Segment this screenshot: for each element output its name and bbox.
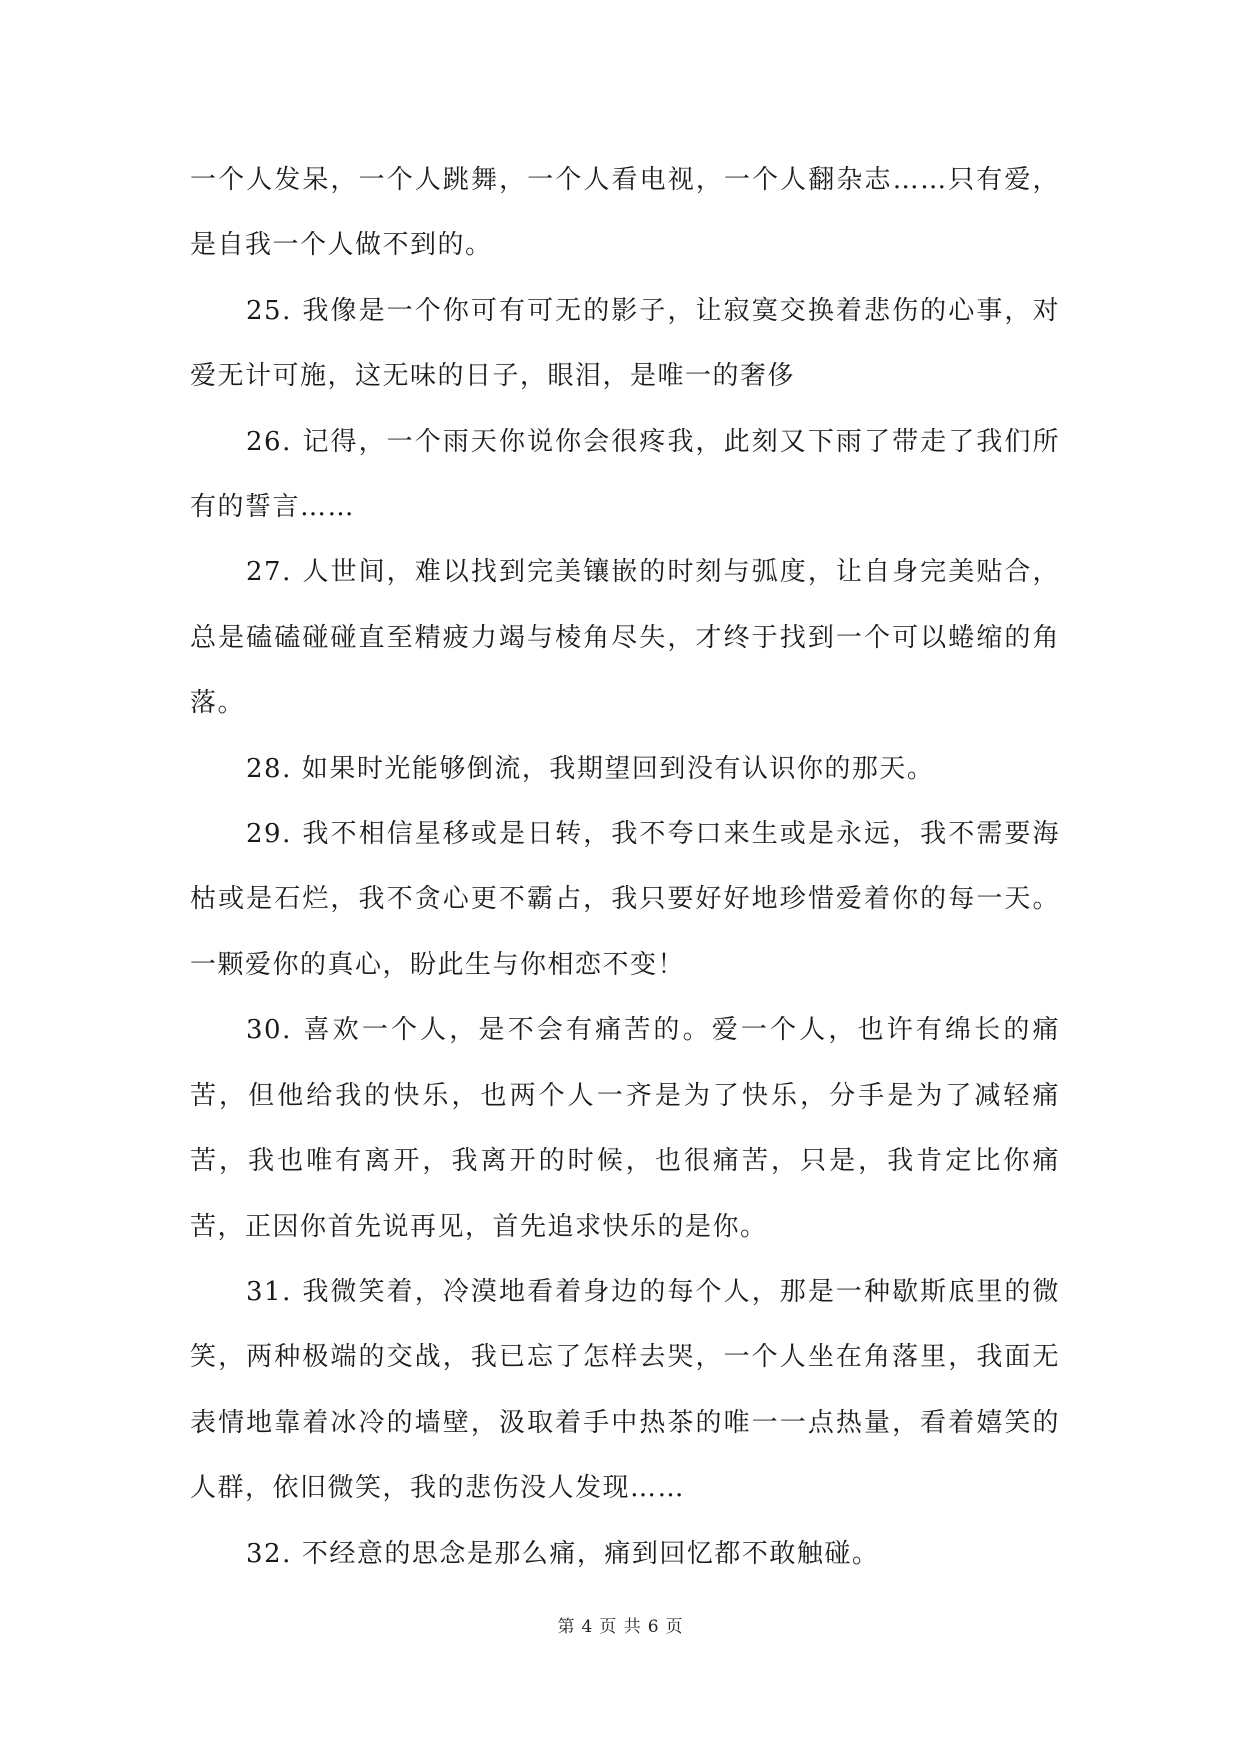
lead-paragraph: 一个人发呆，一个人跳舞，一个人看电视，一个人翻杂志……只有爱，是自我一个人做不到的。 [190, 165, 1060, 261]
paragraph-number: 30. [246, 1015, 292, 1046]
paragraph-text: 我不相信星移或是日转，我不夸口来生或是永远，我不需要海枯或是石烂，我不贪心更不霸占，我只要好好地珍惜爱着你的每一天。一颗爱你的真心，盼此生与你相恋不变！ [190, 819, 1060, 980]
paragraph-31 [190, 1260, 1060, 1522]
paragraph-text: 我微笑着，冷漠地看着身边的每个人，那是一种歇斯底里的微笑，两种极端的交战，我已忘了怎样去哭，一个人坐在角落里，我面无表情地靠着冰冷的墙壁，汲取着手中热茶的唯一一点热量，看着嬉笑的人群，依旧微笑，我的悲伤没人发现…… [190, 1276, 1060, 1504]
document-body [190, 148, 1060, 1587]
paragraph-32 [190, 1522, 1060, 1587]
current-page-number: 4 [581, 1617, 594, 1637]
paragraph-number: 25. [246, 295, 292, 326]
paragraph-27 [190, 540, 1060, 736]
paragraph-text: 记得，一个雨天你说你会很疼我，此刻又下雨了带走了我们所有的誓言…… [190, 426, 1060, 523]
paragraph-28 [190, 737, 1060, 802]
footer-suffix: 页 [665, 1617, 684, 1637]
footer-middle: 页 共 [599, 1617, 642, 1637]
paragraph-25 [190, 279, 1060, 410]
page-footer [0, 1612, 1241, 1637]
footer-prefix: 第 [557, 1617, 576, 1637]
paragraph-number: 27. [246, 557, 292, 588]
paragraph-number: 26. [246, 426, 292, 457]
paragraph-text: 如果时光能够倒流，我期望回到没有认识你的那天。 [301, 753, 935, 784]
paragraph-text: 我像是一个你可有可无的影子，让寂寞交换着悲伤的心事，对爱无计可施，这无味的日子，眼泪，是唯一的奢侈 [190, 295, 1060, 392]
paragraph-text: 喜欢一个人，是不会有痛苦的。爱一个人，也许有绵长的痛苦，但他给我的快乐，也两个人一齐是为了快乐，分手是为了减轻痛苦，我也唯有离开，我离开的时候，也很痛苦，只是，我肯定比你痛苦，正因你首先说再见，首先追求快乐的是你。 [190, 1015, 1060, 1242]
paragraph-number: 32. [246, 1538, 292, 1569]
paragraph-26 [190, 410, 1060, 541]
paragraph-number: 29. [246, 819, 292, 850]
total-pages-number: 6 [647, 1617, 660, 1637]
paragraph-number: 31. [246, 1276, 292, 1307]
paragraph-number: 28. [246, 753, 292, 784]
paragraph-text: 人世间，难以找到完美镶嵌的时刻与弧度，让自身完美贴合，总是磕磕碰碰直至精疲力竭与棱角尽失，才终于找到一个可以蜷缩的角落。 [190, 557, 1060, 719]
paragraph-29 [190, 802, 1060, 998]
paragraph-text: 不经意的思念是那么痛，痛到回忆都不敢触碰。 [301, 1538, 880, 1569]
paragraph-30 [190, 998, 1060, 1260]
